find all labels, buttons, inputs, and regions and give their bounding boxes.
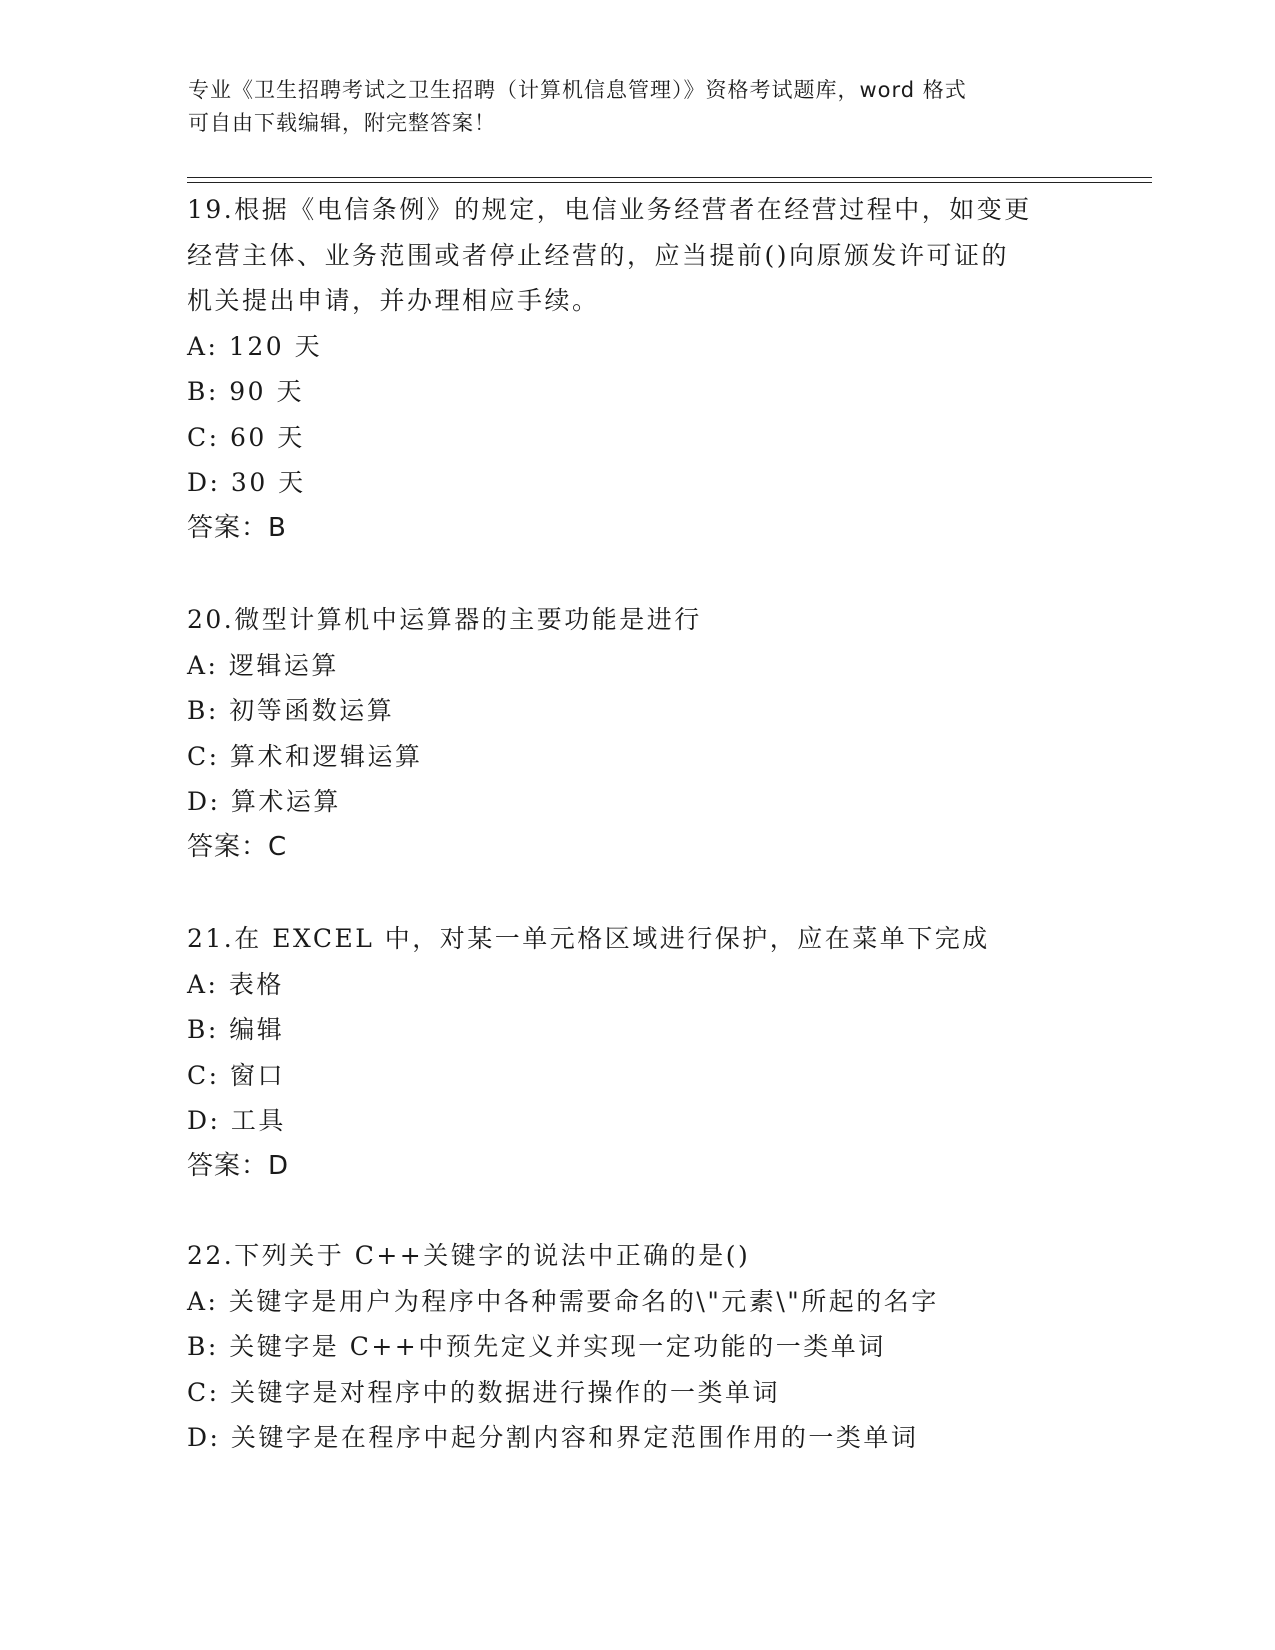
question-stem-line: 机关提出申请，并办理相应手续。 [187,286,600,315]
header-line-1: 专业《卫生招聘考试之卫生招聘（计算机信息管理）》资格考试题库，word 格式 [188,78,967,102]
option-d: D: 关键字是在程序中起分割内容和界定范围作用的一类单词 [187,1423,919,1452]
option-a: A: 表格 [187,969,284,999]
question-stem-line: 19.根据《电信条例》的规定，电信业务经营者在经营过程中，如变更 [187,195,1032,224]
answer-label: 答案：D [187,1150,290,1181]
question-stem-line: 经营主体、业务范围或者停止经营的，应当提前()向原颁发许可证的 [187,240,1010,270]
option-a: A: 120 天 [187,331,323,361]
header-divider-bottom [187,182,1152,183]
option-d: D: 算术运算 [187,787,341,816]
option-d: D: 工具 [187,1106,286,1135]
option-c: C: 算术和逻辑运算 [187,741,423,771]
question-stem-line: 20.微型计算机中运算器的主要功能是进行 [187,605,702,634]
option-d: D: 30 天 [187,468,306,497]
header-line-2: 可自由下载编辑，附完整答案！ [188,111,496,135]
question-21 [187,916,1147,1189]
option-b: B: 关键字是 C++中预先定义并实现一定功能的一类单词 [187,1332,886,1361]
option-b: B: 90 天 [187,377,304,406]
option-c: C: 关键字是对程序中的数据进行操作的一类单词 [187,1377,780,1407]
answer-label: 答案：C [187,831,288,862]
document-header [188,74,1088,140]
option-a: A: 关键字是用户为程序中各种需要命名的\"元素\"所起的名字 [187,1286,939,1316]
option-c: C: 60 天 [187,422,305,452]
question-stem-line: 22.下列关于 C++关键字的说法中正确的是() [187,1241,751,1270]
option-b: B: 编辑 [187,1015,285,1044]
answer-label: 答案：B [187,512,287,543]
header-divider-top [187,177,1152,178]
question-stem-line: 21.在 EXCEL 中，对某一单元格区域进行保护，应在菜单下完成 [187,924,990,953]
option-c: C: 窗口 [187,1060,285,1090]
option-a: A: 逻辑运算 [187,650,339,680]
question-22 [187,1233,1147,1461]
question-20 [187,597,1147,870]
option-b: B: 初等函数运算 [187,696,395,725]
question-19 [187,187,1147,551]
